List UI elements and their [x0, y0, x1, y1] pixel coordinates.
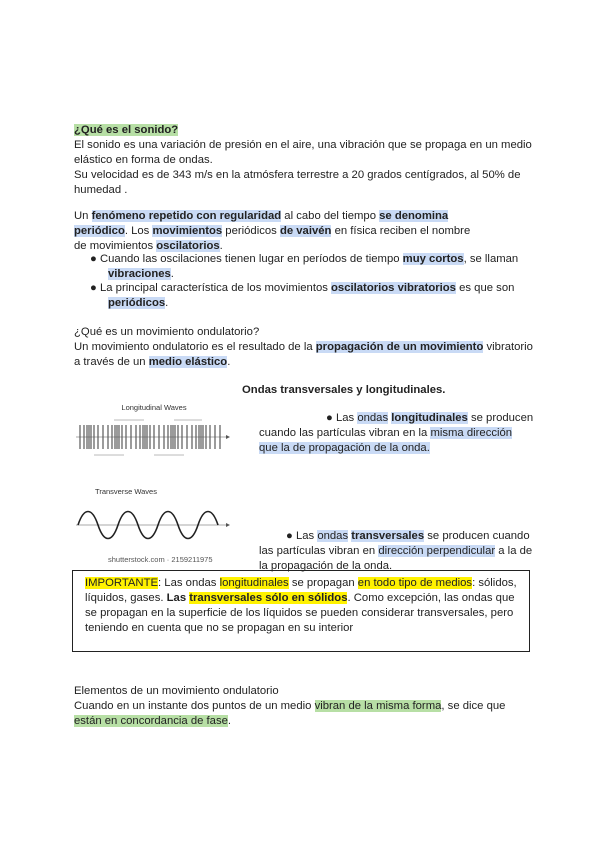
- paragraph-line: de movimientos oscilatorios.: [74, 240, 223, 252]
- bullet-icon: ●: [90, 282, 100, 294]
- longitudinal-text-cont: cuando las partículas vibran en la misma dirección: [259, 427, 513, 439]
- bullet-vibraciones-cont: vibraciones.: [108, 268, 174, 280]
- paragraph-line: están en concordancia de fase.: [74, 715, 232, 727]
- paragraph-line: El sonido es una variación de presión en el aire, una vibración que se propaga en un medio: [74, 139, 532, 151]
- paragraph-line: Un fenómeno repetido con regularidad al cabo del tiempo se denomina: [74, 210, 449, 222]
- note-line: líquidos, gases. Las transversales sólo en sólidos. Como excepción, las ondas que: [85, 592, 515, 604]
- transverse-waves-label: Transverse Waves: [95, 487, 157, 496]
- section-heading: Elementos de un movimiento ondulatorio: [74, 685, 279, 697]
- longitudinal-waves-label: Longitudinal Waves: [121, 403, 187, 412]
- paragraph-line: Su velocidad es de 343 m/s en la atmósfera terrestre a 20 grados centígrados, al 50% de: [74, 169, 521, 181]
- bullet-periodicos-cont: periódicos.: [108, 297, 169, 309]
- question-heading: ¿Qué es un movimiento ondulatorio?: [74, 326, 260, 338]
- bullet-vibraciones: ● Cuando las oscilaciones tienen lugar en períodos de tiempo muy cortos, se llaman: [90, 253, 519, 265]
- transverse-text-cont: la propagación de la onda.: [259, 560, 393, 572]
- bullet-icon: ●: [90, 253, 100, 265]
- transverse-text-cont: las partículas vibran en dirección perpendicular a la de: [259, 545, 533, 557]
- paragraph-line: periódico. Los movimientos periódicos de vaivén en física reciben el nombre: [74, 225, 471, 237]
- longitudinal-waves-image: [74, 398, 234, 470]
- bullet-periodicos: ● La principal característica de los movimientos oscilatorios vibratorios es que son: [90, 282, 515, 294]
- transverse-waves-image: [74, 482, 234, 568]
- paragraph-line: a través de un medio elástico.: [74, 356, 231, 368]
- section-periodic: [74, 209, 534, 254]
- bullet-icon: ●: [286, 530, 296, 542]
- note-line: se propagan en la superficie de los líquidos se pueden considerar transversales, pero: [85, 607, 514, 619]
- bullet-icon: ●: [326, 412, 336, 424]
- waves-title: Ondas transversales y longitudinales.: [242, 384, 446, 396]
- stock-credit: shutterstock.com · 2159211975: [108, 555, 213, 564]
- note-line: teniendo en cuenta que no se propagan en su interior: [85, 622, 354, 634]
- longitudinal-text: ● Las ondas longitudinales se producen: [326, 412, 534, 424]
- important-note-box: [72, 570, 530, 652]
- paragraph-line: Cuando en un instante dos puntos de un medio vibran de la misma forma, se dice que: [74, 700, 506, 712]
- heading-que-es-sonido: ¿Qué es el sonido?: [74, 124, 179, 136]
- transverse-text: ● Las ondas transversales se producen cuando: [286, 530, 530, 542]
- section-wave-motion: [74, 325, 534, 370]
- paragraph-line: humedad .: [74, 184, 128, 196]
- paragraph-line: Un movimiento ondulatorio es el resultado de la propagación de un movimiento vibratorio: [74, 341, 533, 353]
- section-sound: [74, 123, 534, 198]
- paragraph-line: elástico en forma de ondas.: [74, 154, 213, 166]
- section-elements: [74, 684, 534, 729]
- important-note-text: [85, 576, 525, 636]
- longitudinal-text-cont: que la de propagación de la onda.: [259, 442, 430, 454]
- note-line: IMPORTANTE: Las ondas longitudinales se propagan en todo tipo de medios: sólidos,: [85, 577, 517, 589]
